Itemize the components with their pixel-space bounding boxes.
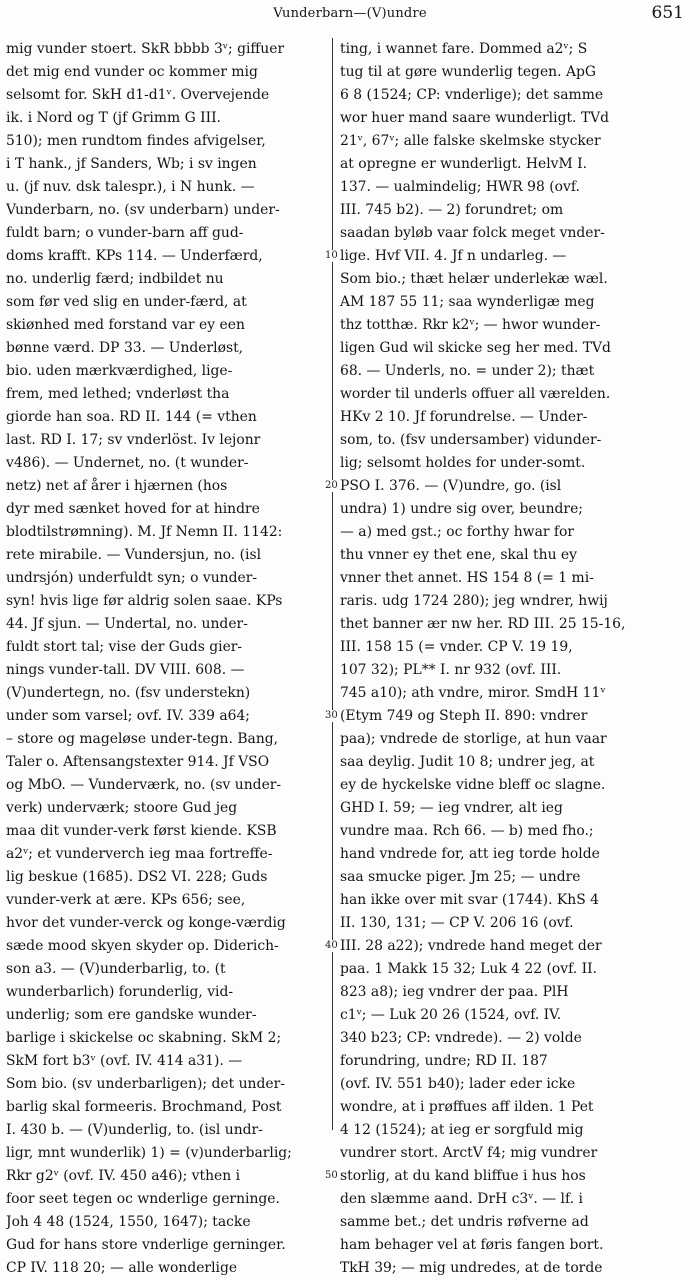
text-line: tug til at gøre wunderlig tegen. ApG bbox=[340, 64, 596, 80]
text-line: bønne værd. DP 33. — Underløst, bbox=[6, 340, 244, 356]
text-line: ligen Gud wil skicke seg her med. TVd bbox=[340, 340, 611, 356]
text-line: ting, i wannet fare. Dommed a2ᵛ; S bbox=[340, 41, 588, 57]
text-line: wondre, at i prøffues aff ilden. 1 Pet bbox=[340, 1099, 594, 1115]
text-line: 510); men rundtom findes afvigelser, bbox=[6, 133, 266, 149]
text-line: skiønhed med forstand var ey een bbox=[6, 317, 245, 333]
page-number: 651 bbox=[651, 3, 684, 23]
text-line: under som varsel; ovf. IV. 339 a64; bbox=[6, 708, 250, 724]
text-line: ligr, mnt wunderlik) 1) = (v)underbarlig; bbox=[6, 1145, 292, 1161]
text-line: lig beskue (1685). DS2 VI. 228; Guds bbox=[6, 869, 268, 885]
text-line: Rkr g2ᵛ (ovf. IV. 450 a46); vthen i bbox=[6, 1168, 241, 1184]
text-line: saadan byløb vaar folck meget vnder- bbox=[340, 225, 605, 241]
text-line: saa smucke piger. Jm 25; — undre bbox=[340, 869, 581, 885]
text-line: han ikke over mit svar (1744). KhS 4 bbox=[340, 892, 600, 908]
text-line: no. underlig færd; indbildet nu bbox=[6, 271, 224, 287]
text-line: paa. 1 Makk 15 32; Luk 4 22 (ovf. II. bbox=[340, 961, 597, 977]
text-line: 21ᵛ, 67ᵛ; alle falske skelmske stycker bbox=[340, 133, 601, 149]
text-line: thu vnner ey thet ene, skal thu ey bbox=[340, 547, 577, 563]
text-line: Som bio. (sv underbarligen); det under- bbox=[6, 1076, 285, 1092]
text-line: 340 b23; CP: vndrede). — 2) volde bbox=[340, 1030, 582, 1046]
text-line: last. RD I. 17; sv vnderlöst. Iv lejonr bbox=[6, 432, 261, 448]
text-line: paa); vndrede de storlige, at hun vaar bbox=[340, 731, 607, 747]
text-line: HKv 2 10. Jf forundrelse. — Under- bbox=[340, 409, 588, 425]
text-line: vnner thet annet. HS 154 8 (= 1 mi- bbox=[340, 570, 594, 586]
text-line: Vunderbarn, no. (sv underbarn) under- bbox=[6, 202, 280, 218]
text-line: 107 32); PL** I. nr 932 (ovf. III. bbox=[340, 662, 562, 678]
text-line: nings vunder-tall. DV VIII. 608. — bbox=[6, 662, 245, 678]
text-line: 4 12 (1524); at ieg er sorgfuld mig bbox=[340, 1122, 584, 1138]
text-line: verk) underværk; stoore Gud jeg bbox=[6, 800, 238, 816]
text-line: 68. — Underls, no. = under 2); thæt bbox=[340, 363, 595, 379]
text-line: mig vunder stoert. SkR bbbb 3ᵛ; giffuer bbox=[6, 41, 285, 57]
text-line: III. 158 15 (= vnder. CP V. 19 19, bbox=[340, 639, 573, 655]
text-line: II. 130, 131; — CP V. 206 16 (ovf. bbox=[340, 915, 574, 931]
text-line: Taler o. Aftensangstexter 914. Jf VSO bbox=[6, 754, 270, 770]
text-line: rete mirabile. — Vundersjun, no. (isl bbox=[6, 547, 262, 563]
text-line: fuldt stort tal; vise der Guds gier- bbox=[6, 639, 243, 655]
line-number: 30 bbox=[325, 710, 338, 721]
right-column bbox=[340, 38, 692, 1280]
text-line: TkH 39; — mig undredes, at de torde bbox=[340, 1260, 603, 1276]
text-line: bio. uden mærkværdighed, lige- bbox=[6, 363, 233, 379]
text-line: SkM fort b3ᵛ (ovf. IV. 414 a31). — bbox=[6, 1053, 243, 1069]
text-line: underlig; som ere gandske wunder- bbox=[6, 1007, 257, 1023]
text-line: ham behager vel at føris fangen bort. bbox=[340, 1237, 604, 1253]
line-number: 50 bbox=[325, 1170, 338, 1181]
text-line: wor huer mand saare wunderligt. TVd bbox=[340, 110, 610, 126]
running-head: Vunderbarn—(V)undre bbox=[273, 6, 427, 21]
column-rule bbox=[332, 38, 333, 1130]
text-line: barlig skal formeeris. Brochmand, Post bbox=[6, 1099, 282, 1115]
text-line: den slæmme aand. DrH c3ᵛ. — lf. i bbox=[340, 1191, 583, 1207]
text-line: III. 745 b2). — 2) forundret; om bbox=[340, 202, 564, 218]
text-line: III. 28 a22); vndrede hand meget der bbox=[340, 938, 602, 954]
text-line: vundre maa. Rch 66. — b) med fho.; bbox=[340, 823, 594, 839]
text-line: I. 430 b. — (V)underlig, to. (isl undr- bbox=[6, 1122, 263, 1138]
text-line: u. (jf nuv. dsk talespr.), i N hunk. — bbox=[6, 179, 255, 195]
text-line: Joh 4 48 (1524, 1550, 1647); tacke bbox=[6, 1214, 251, 1230]
text-line: CP IV. 118 20; — alle wonderlige bbox=[6, 1260, 238, 1276]
text-line: 6 8 (1524; CP: vnderlige); det samme bbox=[340, 87, 604, 103]
text-line: fuldt barn; o vunder-barn aff gud- bbox=[6, 225, 244, 241]
text-line: barlige i skickelse oc skabning. SkM 2; bbox=[6, 1030, 282, 1046]
text-line: blodtilstrømning). M. Jf Nemn II. 1142: bbox=[6, 524, 283, 540]
text-line: thz totthæ. Rkr k2ᵛ; — hwor wunder- bbox=[340, 317, 601, 333]
text-line: AM 187 55 11; saa wynderligæ meg bbox=[340, 294, 595, 310]
text-line: – store og mageløse under-tegn. Bang, bbox=[6, 731, 279, 747]
text-line: hvor det vunder-verck og konge-værdig bbox=[6, 915, 286, 931]
text-line: at opregne er wunderligt. HelvM I. bbox=[340, 156, 588, 172]
line-number: 10 bbox=[325, 250, 338, 261]
left-column bbox=[6, 38, 328, 1280]
line-number: 20 bbox=[325, 480, 338, 491]
text-line: doms krafft. KPs 114. — Underfærd, bbox=[6, 248, 263, 264]
text-line: 137. — ualmindelig; HWR 98 (ovf. bbox=[340, 179, 580, 195]
text-line: undra) 1) undre sig over, beundre; bbox=[340, 501, 583, 517]
text-line: saa deylig. Judit 10 8; undrer jeg, at bbox=[340, 754, 595, 770]
text-line: raris. udg 1724 280); jeg wndrer, hwij bbox=[340, 593, 608, 609]
text-line: i T hank., jf Sanders, Wb; i sv ingen bbox=[6, 156, 257, 172]
text-line: thet banner ær nw her. RD III. 25 15-16, bbox=[340, 616, 626, 632]
text-line: GHD I. 59; — ieg vndrer, alt ieg bbox=[340, 800, 563, 816]
text-line: syn! hvis lige før aldrig solen saae. KPs bbox=[6, 593, 283, 609]
text-line: maa dit vunder-verk først kiende. KSB bbox=[6, 823, 277, 839]
text-line: hand vndrede for, att ieg torde holde bbox=[340, 846, 600, 862]
text-line: worder til underls offuer all værelden. bbox=[340, 386, 611, 402]
text-line: giorde han soa. RD II. 144 (= vthen bbox=[6, 409, 257, 425]
text-line: son a3. — (V)underbarlig, to. (t bbox=[6, 961, 226, 977]
text-line: 44. Jf sjun. — Undertal, no. under- bbox=[6, 616, 248, 632]
text-line: lige. Hvf VII. 4. Jf n undarleg. — bbox=[340, 248, 567, 264]
text-line: a2ᵛ; et vunderverch ieg maa fortreffe- bbox=[6, 846, 273, 862]
text-line: netz) net af årer i hjærnen (hos bbox=[6, 478, 228, 494]
text-line: forundring, undre; RD II. 187 bbox=[340, 1053, 548, 1069]
text-line: vunder-verk at ære. KPs 656; see, bbox=[6, 892, 246, 908]
text-line: lig; selsomt holdes for under-somt. bbox=[340, 455, 586, 471]
text-line: dyr med sænket hoved for at hindre bbox=[6, 501, 260, 517]
text-line: frem, med lethed; vnderløst tha bbox=[6, 386, 230, 402]
text-line: ey de hyckelske vidne bleff oc slagne. bbox=[340, 777, 606, 793]
text-line: undrsjón) underfuldt syn; o vunder- bbox=[6, 570, 258, 586]
text-line: c1ᵛ; — Luk 20 26 (1524, ovf. IV. bbox=[340, 1007, 562, 1023]
line-number: 40 bbox=[325, 940, 338, 951]
text-line: og MbO. — Vunderværk, no. (sv under- bbox=[6, 777, 282, 793]
text-line: det mig end vunder oc kommer mig bbox=[6, 64, 258, 80]
text-line: storlig, at du kand bliffue i hus hos bbox=[340, 1168, 586, 1184]
text-line: — a) med gst.; oc forthy hwar for bbox=[340, 524, 575, 540]
text-line: selsomt for. SkH d1-d1ᵛ. Overvejende bbox=[6, 87, 270, 103]
text-line: foor seet tegen oc wnderlige gerninge. bbox=[6, 1191, 280, 1207]
text-line: sæde mood skyen skyder op. Diderich- bbox=[6, 938, 279, 954]
text-line: wunderbarlich) forunderlig, vid- bbox=[6, 984, 234, 1000]
text-line: samme bet.; det undris røfverne ad bbox=[340, 1214, 589, 1230]
text-line: v486). — Undernet, no. (t wunder- bbox=[6, 455, 249, 471]
page-header bbox=[0, 0, 700, 30]
text-line: vundrer stort. ArctV f4; mig vundrer bbox=[340, 1145, 598, 1161]
text-line: (ovf. IV. 551 b40); lader eder icke bbox=[340, 1076, 576, 1092]
text-line: ik. i Nord og T (jf Grimm G III. bbox=[6, 110, 221, 126]
text-line: som, to. (fsv undersamber) vidunder- bbox=[340, 432, 602, 448]
text-line: PSO I. 376. — (V)undre, go. (isl bbox=[340, 478, 562, 494]
text-line: Gud for hans store vnderlige gerninger. bbox=[6, 1237, 286, 1253]
text-line: som før ved slig en under-færd, at bbox=[6, 294, 247, 310]
text-line: (Etym 749 og Steph II. 890: vndrer bbox=[340, 708, 588, 724]
text-line: (V)undertegn, no. (fsv understekn) bbox=[6, 685, 251, 701]
text-line: 823 a8); ieg vndrer der paa. PlH bbox=[340, 984, 569, 1000]
text-line: 745 a10); ath vndre, miror. SmdH 11ᵛ bbox=[340, 685, 606, 701]
text-line: Som bio.; thæt helær underlekæ wæl. bbox=[340, 271, 608, 287]
